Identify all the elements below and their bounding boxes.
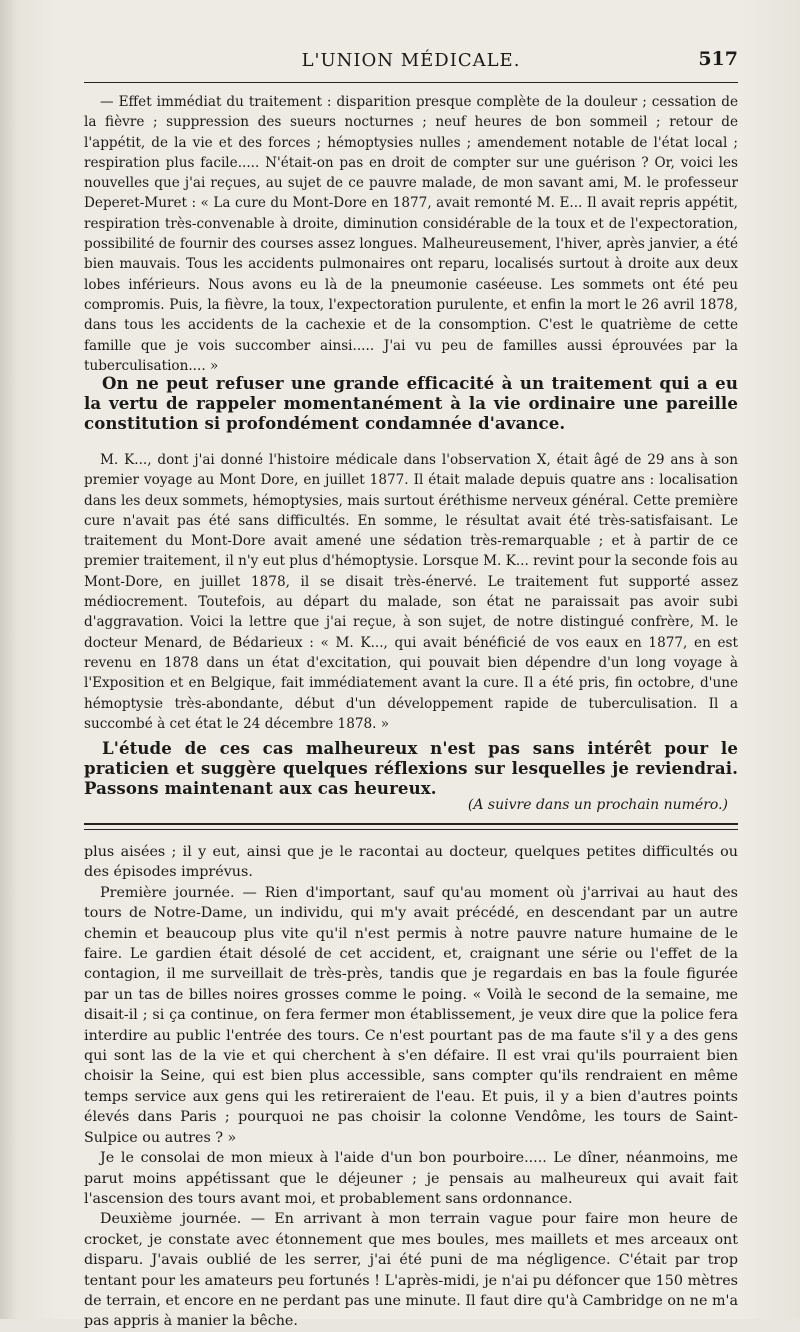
emphasis-paragraph-1: On ne peut refuser une grande efficacité à un traitement qui a eu la vertu de rappeler momentanément à la vie ordinaire une pareille constitution si profondément condamnée d'avance. [84, 373, 738, 433]
feuilleton-paragraph-4: Deuxième journée. — En arrivant à mon terrain vague pour faire mon heure de crocket, je constate avec étonnement que mes boules, mes maillets et mes arceaux ont disparu. J'avais oublié de les serrer, j'ai été puni de ma négligence. C'était par trop tentant pour les amateurs peu fortunés ! L'après-midi, je n'ai pu défoncer que 150 mètres de terrain, et encore en ne perdant pas une minute. Il faut dire qu'à Cambridge on ne m'a pas appris à manier la bêche. [84, 1211, 738, 1330]
paragraph-treatment-effect: — Effet immédiat du traitement : disparition presque complète de la douleur ; cessation de la fièvre ; suppression des sueurs nocturnes ; neuf heures de bon sommeil ; retour de l'appétit, de la vie et des forces ; hémoptysies nulles ; amendement notable de l'état local ; respiration plus facile..... N'était-on pas en droit de compter sur une guérison ? Or, voici les nouvelles que j'ai reçues, au sujet de ce pauvre malade, de mon savant ami, M. le professeur Deperet-Muret : « La cure du Mont-Dore en 1877, avait remonté M. E... Il avait repris appétit, respiration très-convenable à droite, diminution considérable de la toux et de l'expectoration, possibilité de fournir des courses assez longues. Malheureusement, l'hiver, après janvier, a été bien mauvais. Tous les accidents pulmonaires ont reparu, localisés surtout à droite aux deux lobes inférieurs. Nous avons eu là de la pneumonie caséeuse. Les sommets ont été peu compromis. Puis, la fièvre, la toux, l'expectoration purulente, et enfin la mort le 26 avril 1878, dans tous les accidents de la cachexie et de la consomption. C'est le quatrième de cette famille que je vois succomber ainsi..... J'ai vu peu de familles aussi éprouvées par la tuberculisation.... » [84, 94, 738, 374]
feuilleton-separator [84, 823, 738, 830]
emphasis-paragraph-2: L'étude de ces cas malheureux n'est pas sans intérêt pour le praticien et suggère quelques réflexions sur lesquelles je reviendrai. Passons maintenant aux cas heureux. [84, 738, 738, 798]
page-number: 517 [698, 48, 738, 70]
paragraph-case-k: M. K..., dont j'ai donné l'histoire médicale dans l'observation X, était âgé de 29 ans à son premier voyage au Mont Dore, en juillet 1877. Il était malade depuis quatre ans : localisation dans les deux sommets, hémoptysies, mais surtout éréthisme nerveux général. Cette première cure n'avait pas été sans difficultés. En somme, le résultat avait été très-satisfaisant. Le traitement du Mont-Dore avait amené une sédation très-remarquable ; et à partir de ce premier traitement, il n'y eut plus d'hémoptysie. Lorsque M. K... revint pour la seconde fois au Mont-Dore, en juillet 1878, il se disait très-énervé. Le traitement fut supporté assez médiocrement. Toutefois, au départ du malade, son état ne paraissait pas avoir subi d'aggravation. Voici la lettre que j'ai reçue, à son sujet, de notre distingué confrère, M. le docteur Menard, de Bédarieux : « M. K..., qui avait bénéficié de vos eaux en 1877, en est revenu en 1878 dans un état d'excitation, qui pouvait bien dépendre d'un long voyage à l'Exposition et en Belgique, fait immédiatement avant la cure. Il a été pris, fin octobre, d'une hémoptysie très-abondante, début d'un développement rapide de tuberculisation. Il a succombé à cet état le 24 décembre 1878. » [84, 452, 738, 732]
to-be-continued: (A suivre dans un prochain numéro.) [467, 797, 728, 813]
header-rule [84, 82, 738, 83]
emphasis-block-2 [84, 738, 738, 798]
page-header [84, 44, 738, 84]
running-title: L'UNION MÉDICALE. [301, 50, 521, 71]
case-k-block [84, 450, 738, 734]
article-intro [84, 92, 738, 376]
emphasis-block-1 [84, 373, 738, 433]
feuilleton-block [84, 842, 738, 1332]
feuilleton-paragraph-1: plus aisées ; il y eut, ainsi que je le racontai au docteur, quelques petites difficultés ou des épisodes imprévus. [84, 844, 738, 881]
feuilleton-paragraph-2: Première journée. — Rien d'important, sauf qu'au moment où j'arrivai au haut des tours de Notre-Dame, un individu, qui m'y avait précédé, en descendant par un autre chemin et beaucoup plus vite qu'il n'est permis à notre pauvre nature humaine de le faire. Le gardien était désolé de cet accident, et, craignant une série ou l'effet de la contagion, il me surveillait de très-près, tandis que je regardais en bas la foule figurée par un tas de billes noires grosses comme le poing. « Voilà le second de la semaine, me disait-il ; si ça continue, on fera fermer mon établissement, je veux dire que la police fera interdire au public l'entrée des tours. Ce n'est pourtant pas de ma faute s'il y a des gens qui sont las de la vie et qui cherchent à s'en défaire. Il est vrai qu'ils pourraient bien choisir la Seine, qui est bien plus accessible, sans compter qu'ils rendraient en même temps service aux gens qui les retireraient de l'eau. Et puis, il y a bien d'autres points élevés dans Paris ; pourquoi ne pas choisir la colonne Vendôme, les tours de Saint-Sulpice ou autres ? » [84, 884, 738, 1146]
feuilleton-paragraph-3: Je le consolai de mon mieux à l'aide d'un bon pourboire..... Le dîner, néanmoins, me parut moins appétissant que le déjeuner ; je pensais au malheureux qui avait fait l'ascension des tours avant moi, et probablement sans ordonnance. [84, 1150, 738, 1207]
